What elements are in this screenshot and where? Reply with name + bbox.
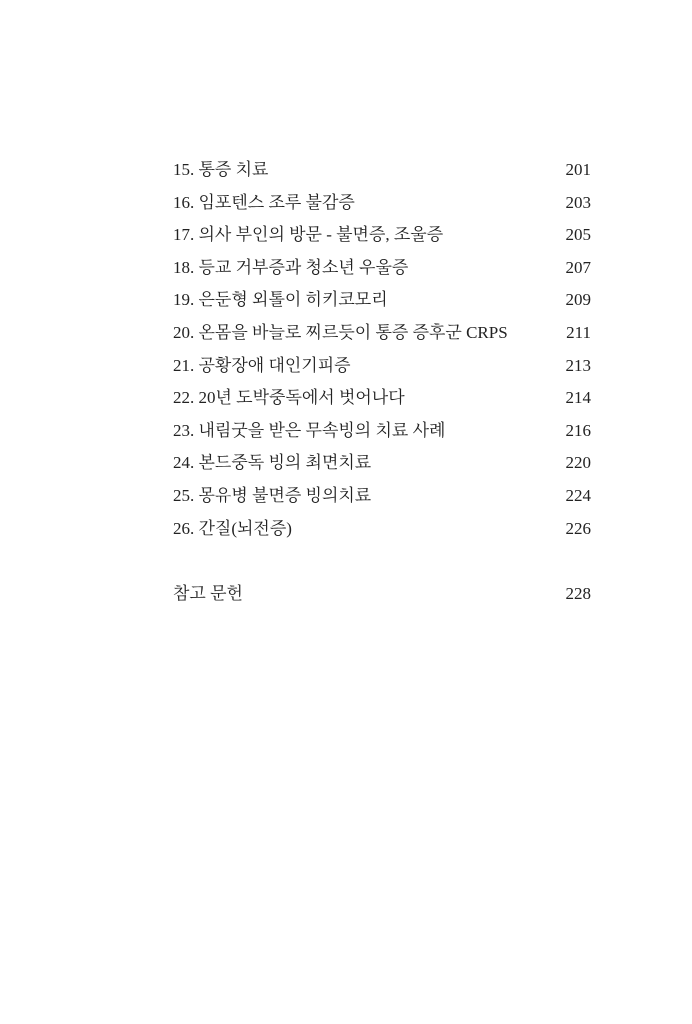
toc-entry-title: 참고 문헌 (173, 584, 243, 603)
toc-entry-title: 17. 의사 부인의 방문 - 불면증, 조울증 (173, 225, 444, 245)
toc-entry-page: 209 (565, 290, 591, 310)
toc-entry-page: 214 (565, 388, 591, 408)
toc-entry[interactable] (173, 451, 591, 484)
toc-entry[interactable] (173, 419, 591, 452)
toc-entry-title: 16. 임포텐스 조루 불감증 (173, 192, 355, 212)
toc-entry[interactable] (173, 484, 591, 517)
toc-entry[interactable] (173, 386, 591, 419)
toc-entry-title: 19. 은둔형 외톨이 히키코모리 (173, 290, 388, 310)
toc-entry-page: 220 (565, 453, 591, 473)
toc-entry[interactable] (173, 191, 591, 224)
toc-entry[interactable] (173, 223, 591, 256)
toc-entry[interactable] (173, 354, 591, 387)
toc-entry-page: 224 (565, 485, 591, 505)
toc-entry-title: 26. 간질(뇌전증) (173, 518, 292, 538)
toc-entry-page: 207 (565, 257, 591, 277)
toc-entry-references[interactable] (173, 582, 591, 606)
toc-entry-title: 24. 본드중독 빙의 최면치료 (173, 453, 372, 473)
toc-entry-page: 205 (565, 225, 591, 245)
toc-entry-title: 20. 온몸을 바늘로 찌르듯이 통증 증후군 CRPS (173, 322, 508, 342)
toc-entry[interactable] (173, 517, 591, 550)
toc-entry-page: 216 (565, 420, 591, 440)
toc-entry-page: 203 (565, 192, 591, 212)
toc-entry-page: 228 (565, 584, 591, 603)
toc-entry[interactable] (173, 158, 591, 191)
toc-entry-page: 201 (565, 160, 591, 179)
toc-entry[interactable] (173, 256, 591, 289)
toc-entry-title: 25. 몽유병 불면증 빙의치료 (173, 485, 372, 505)
toc-entry-title: 21. 공황장애 대인기피증 (173, 355, 351, 375)
toc-entry-page: 213 (565, 355, 591, 375)
toc-entry-page: 226 (565, 518, 591, 538)
toc-entry-title: 18. 등교 거부증과 청소년 우울증 (173, 257, 409, 277)
toc-entry-title: 23. 내림굿을 받은 무속빙의 치료 사례 (173, 420, 446, 440)
toc-entry-page: 211 (566, 322, 591, 342)
toc-entry-title: 15. 통증 치료 (173, 160, 269, 179)
toc-entry[interactable] (173, 288, 591, 321)
table-of-contents (173, 158, 591, 549)
toc-entry[interactable] (173, 321, 591, 354)
toc-entry-title: 22. 20년 도박중독에서 벗어나다 (173, 388, 405, 408)
